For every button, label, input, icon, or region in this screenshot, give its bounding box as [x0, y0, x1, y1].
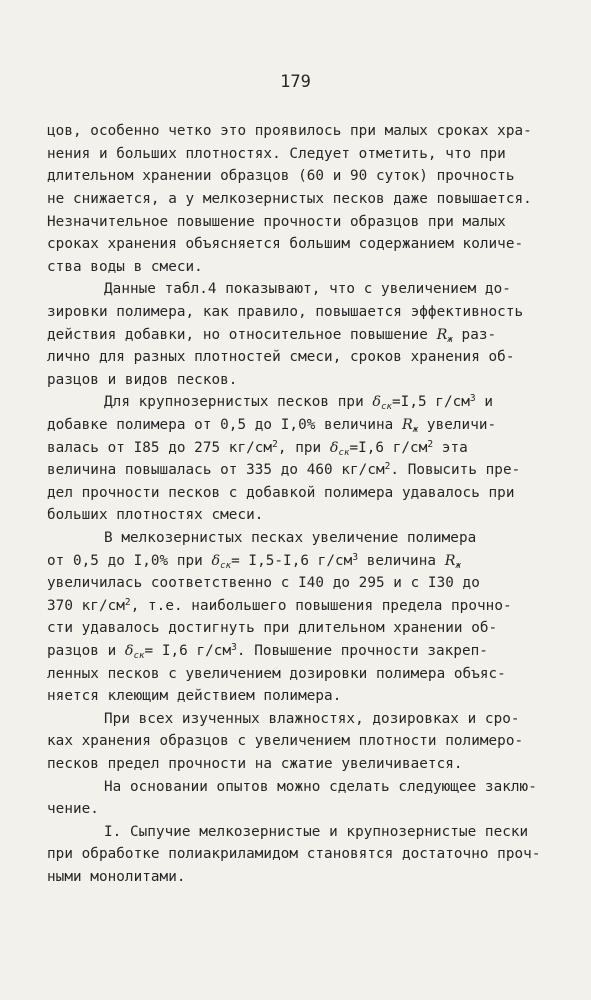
- text-line: [104, 393, 493, 416]
- math-symbol: [212, 553, 232, 569]
- text-segment: добавке полимера от 0,5 до I,0% величина: [47, 417, 402, 433]
- text-line: увеличилась соответственно с I40 до 295 и с I30 до: [47, 575, 480, 591]
- text-line: сроках хранения объясняется большим содержанием количе-: [47, 236, 524, 252]
- text-segment: увеличи-: [418, 417, 497, 433]
- text-line: нения и больших плотностях. Следует отметить, что при: [47, 146, 506, 162]
- symbol-subscript: ск: [220, 561, 232, 571]
- text-line: няется клеющим действием полимера.: [47, 688, 342, 704]
- text-segment: =I,6 г/см: [349, 440, 428, 456]
- math-symbol: [372, 394, 392, 410]
- math-symbol: [437, 327, 453, 343]
- page-number: 179: [280, 72, 311, 92]
- text-segment: и: [475, 394, 494, 410]
- text-segment: валась от I85 до 275 кг/см: [47, 440, 273, 456]
- math-symbol: [330, 440, 350, 456]
- text-line: лично для разных плотностей смеси, сроков хранения об-: [47, 349, 515, 365]
- text-segment: , при: [277, 440, 330, 456]
- text-segment: , т.е. наибольшего повышения предела прочно-: [130, 598, 512, 614]
- text-segment: величина: [358, 553, 445, 569]
- text-line: [47, 461, 520, 479]
- text-line: [47, 552, 461, 575]
- text-line: На основании опытов можно сделать следующее заклю-: [104, 779, 537, 795]
- text-line: [47, 416, 496, 439]
- symbol-subscript: ск: [133, 651, 145, 661]
- text-segment: от 0,5 до I,0% при: [47, 553, 212, 569]
- text-segment: величина повышалась от 335 до 460 кг/см: [47, 462, 385, 478]
- symbol-letter: δ: [372, 394, 382, 410]
- symbol-subscript: ж: [447, 335, 453, 345]
- text-segment: = I,6 г/см: [144, 643, 232, 659]
- text-segment: 370 кг/см: [47, 598, 125, 614]
- text-line: При всех изученных влажностях, дозировках и сро-: [104, 711, 520, 727]
- text-segment: эта: [433, 440, 468, 456]
- text-line: разцов и видов песков.: [47, 372, 238, 388]
- math-symbol: [125, 643, 145, 659]
- symbol-letter: δ: [124, 643, 134, 659]
- text-line: В мелкозернистых песках увеличение полимера: [104, 530, 477, 546]
- text-line: длительном хранении образцов (60 и 90 суток) прочность: [47, 168, 515, 184]
- symbol-letter: δ: [329, 440, 339, 456]
- text-line: I. Сыпучие мелкозернистые и крупнозернистые пески: [104, 824, 529, 840]
- text-line: [47, 597, 512, 615]
- superscript: 2: [272, 439, 278, 450]
- math-symbol: [445, 553, 461, 569]
- symbol-subscript: ск: [338, 448, 350, 458]
- text-line: не снижается, а у мелкозернистых песков даже повышается.: [47, 191, 532, 207]
- text-line: Незначительное повышение прочности образцов при малых: [47, 214, 506, 230]
- superscript: 2: [427, 439, 434, 450]
- text-segment: = I,5-I,6 г/см: [231, 553, 353, 569]
- text-line: [47, 642, 488, 665]
- text-line: больших плотностях смеси.: [47, 507, 264, 523]
- symbol-letter: R: [401, 417, 413, 433]
- text-line: дел прочности песков с добавкой полимера удавалось при: [47, 485, 515, 501]
- text-line: ными монолитами.: [47, 869, 186, 885]
- text-line: зировки полимера, как правило, повышается эффективность: [47, 304, 524, 320]
- text-line: ленных песков с увеличением дозировки полимера объяс-: [47, 666, 506, 682]
- symbol-letter: δ: [211, 553, 221, 569]
- text-line: песков предел прочности на сжатие увеличивается.: [47, 756, 463, 772]
- text-line: чение.: [47, 801, 99, 817]
- text-line: [47, 439, 468, 462]
- superscript: 2: [124, 597, 131, 608]
- text-line: сти удавалось достигнуть при длительном хранении об-: [47, 620, 498, 636]
- symbol-subscript: ж: [412, 425, 419, 435]
- symbol-subscript: ж: [455, 561, 461, 571]
- text-line: ства воды в смеси.: [47, 259, 203, 275]
- text-line: ках хранения образцов с увеличением плотности полимеро-: [47, 733, 524, 749]
- math-symbol: [402, 417, 418, 433]
- superscript: 3: [469, 393, 476, 404]
- symbol-letter: R: [444, 553, 456, 569]
- text-line: Данные табл.4 показывают, что с увеличением до-: [104, 281, 511, 297]
- text-segment: раз-: [452, 327, 497, 343]
- text-segment: разцов и: [47, 643, 125, 659]
- text-segment: Для крупнозернистых песков при: [104, 394, 373, 410]
- text-segment: действия добавки, но относительное повышение: [47, 327, 437, 343]
- text-segment: . Повышение прочности закреп-: [236, 643, 488, 659]
- superscript: 3: [352, 552, 359, 563]
- superscript: 3: [231, 642, 237, 653]
- text-line: [47, 326, 496, 349]
- text-line: цов, особенно четко это проявилось при малых сроках хра-: [47, 123, 532, 139]
- text-segment: . Повысить пре-: [390, 462, 521, 478]
- symbol-subscript: ск: [381, 402, 392, 412]
- symbol-letter: R: [436, 327, 448, 343]
- text-segment: =I,5 г/см: [392, 394, 470, 410]
- text-line: при обработке полиакриламидом становятся достаточно проч-: [47, 846, 541, 862]
- superscript: 2: [384, 461, 391, 472]
